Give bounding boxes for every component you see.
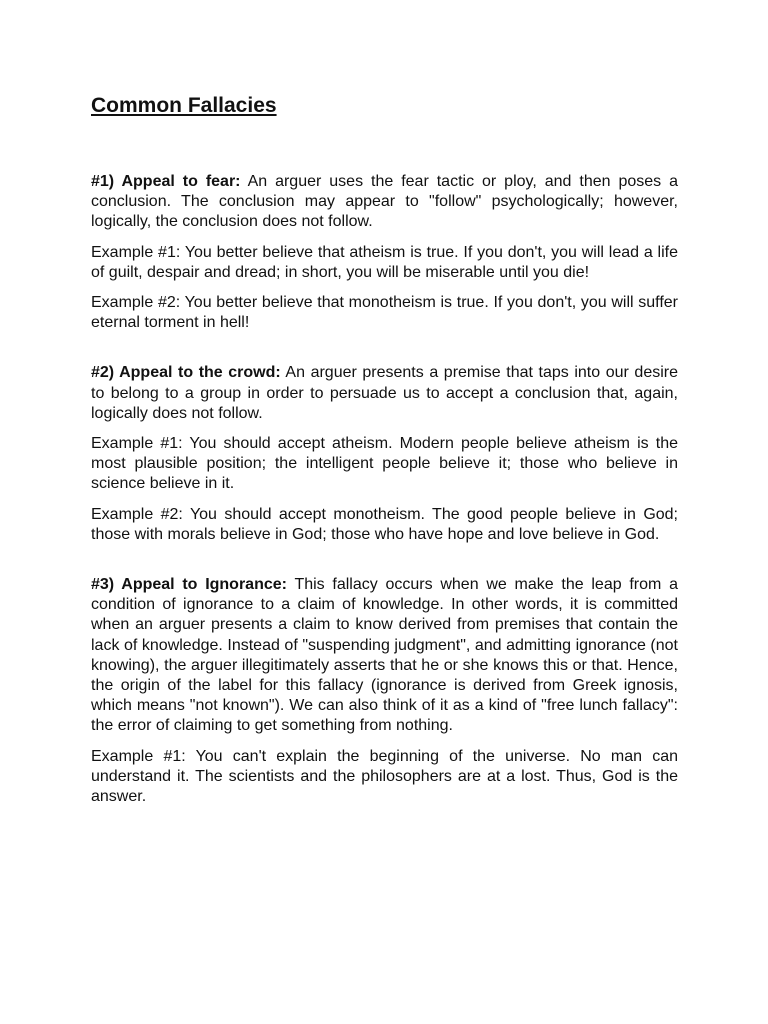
fallacy-heading: #1) Appeal to fear: xyxy=(91,173,241,190)
fallacy-heading: #3) Appeal to Ignorance: xyxy=(91,576,287,594)
page-title: Common Fallacies xyxy=(91,94,277,117)
example-paragraph: Example #2: You better believe that monotheism is true. If you don't, you will suffer eternal torment in hell! xyxy=(91,294,678,332)
fallacy-section-appeal-to-fear xyxy=(91,172,678,333)
fallacy-definition xyxy=(91,363,678,424)
example-paragraph: Example #2: You should accept monotheism. The good people believe in God; those with morals believe in God; those who have hope and love believe in God. xyxy=(91,505,678,543)
fallacy-definition xyxy=(91,172,678,233)
example-paragraph: Example #1: You should accept atheism. Modern people believe atheism is the most plausible position; the intelligent people believe it; those who believe in science believe in it. xyxy=(91,435,678,493)
fallacy-intro: This fallacy occurs when we make the leap from a condition of ignorance to a claim of knowledge. In other words, it is committed when an arguer presents a claim to know derived from premises that contain the lack of knowledge. Instead of "suspending judgment", and admitting ignorance (not knowing), the arguer illegitimately asserts that he or she knows this or that. Hence, the origin of the label for this fallacy (ignorance is derived from Greek ignosis, which means "not known"). We can also think of it as a kind of "free lunch fallacy": the error of claiming to get something from nothing. xyxy=(91,576,678,735)
fallacy-intro: An arguer uses the fear tactic or ploy, and then poses a conclusion. The conclusion may appear to "follow" psychologically; however, logically, the conclusion does not follow. xyxy=(91,173,678,231)
fallacy-heading: #2) Appeal to the crowd: xyxy=(91,364,281,382)
example-paragraph: Example #1: You can't explain the beginning of the universe. No man can understand it. The scientists and the philosophers are at a lost. Thus, God is the answer. xyxy=(91,747,678,806)
fallacy-definition xyxy=(91,575,678,737)
fallacy-intro: An arguer presents a premise that taps into our desire to belong to a group in order to persuade us to accept a conclusion that, again, logically does not follow. xyxy=(91,364,679,422)
fallacy-section-appeal-to-crowd xyxy=(91,363,678,545)
example-paragraph: Example #1: You better believe that atheism is true. If you don't, you will lead a life of guilt, despair and dread; in short, you will be miserable until you die! xyxy=(91,243,678,281)
document-page xyxy=(91,92,678,837)
fallacy-section-appeal-to-ignorance xyxy=(91,575,678,807)
